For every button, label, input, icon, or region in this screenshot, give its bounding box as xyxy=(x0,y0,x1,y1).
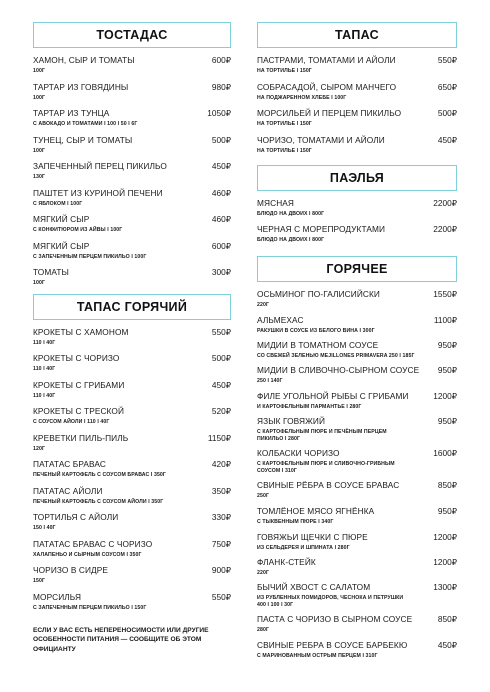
item-name: ПАСТРАМИ, ТОМАТАМИ И АЙОЛИ xyxy=(257,55,396,65)
item-description: НА ТОРТИЛЬЕ I 150Г xyxy=(257,121,312,127)
item-price: 950₽ xyxy=(437,506,457,516)
item-name: МОРСИЛЬЯ xyxy=(33,591,82,602)
menu-item xyxy=(33,108,231,135)
menu-item xyxy=(257,480,457,506)
item-price: 1200₽ xyxy=(433,391,457,401)
item-name: ЗАПЕЧЕННЫЙ ПЕРЕЦ ПИКИЛЬО xyxy=(33,161,167,171)
menu-item xyxy=(33,433,231,460)
item-price: 750₽ xyxy=(211,538,231,549)
item-price: 600₽ xyxy=(211,55,231,65)
item-description-line2: СОУСОМ I 310Г xyxy=(257,468,297,474)
menu-item xyxy=(257,391,457,416)
tostadas-list xyxy=(33,55,231,294)
item-name: ТАРТАР ИЗ ГОВЯДИНЫ xyxy=(33,81,129,92)
item-name: КРОКЕТЫ С ХАМОНОМ xyxy=(33,326,129,337)
item-description: С ЗАПЕЧЕННЫМ ПЕРЦЕМ ПИКИЛЬО I 100Г xyxy=(33,253,147,260)
menu-item xyxy=(33,267,231,294)
item-name: МЯСНАЯ xyxy=(257,198,295,208)
item-price: 550₽ xyxy=(211,591,231,602)
item-description-line2: ПИКИЛЬО I 280Г xyxy=(257,436,301,442)
item-description: 220Г xyxy=(257,302,269,308)
section-title-paella: ПАЭЛЬЯ xyxy=(257,165,457,191)
item-description: 110 I 40Г xyxy=(33,339,56,346)
item-price: 2200₽ xyxy=(433,198,457,208)
item-description: 250Г xyxy=(257,493,269,499)
menu-item xyxy=(33,353,231,380)
item-description: НА ТОРТИЛЬЕ I 150Г xyxy=(257,147,312,154)
menu-item xyxy=(257,506,457,532)
item-name: МЯГКИЙ СЫР xyxy=(33,240,90,251)
item-name: ТОМАТЫ xyxy=(33,267,69,277)
tapas-hot-list xyxy=(33,327,231,616)
menu-item xyxy=(257,198,457,224)
item-description: НА ПОДЖАРЕННОМ ХЛЕБЕ I 100Г xyxy=(257,94,347,101)
item-price: 450₽ xyxy=(211,161,231,171)
menu-item xyxy=(33,188,231,215)
item-price: 900₽ xyxy=(211,565,231,575)
item-description: С АВОКАДО И ТОМАТАМИ I 100 I 50 I 6Г xyxy=(33,121,138,127)
section-title-hot: ГОРЯЧЕЕ xyxy=(257,256,457,282)
menu-item xyxy=(33,565,231,592)
menu-item xyxy=(33,486,231,513)
item-description: ПЕЧЕНЫЙ КАРТОФЕЛЬ С СОУСОМ БРАВАС I 350Г xyxy=(33,472,166,478)
item-name: ПАШТЕТ ИЗ КУРИНОЙ ПЕЧЕНИ xyxy=(33,187,163,198)
item-name: БЫЧИЙ ХВОСТ С САЛАТОМ xyxy=(257,582,371,592)
section-title-tapas: ТАПАС xyxy=(257,22,457,48)
item-price: 1050₽ xyxy=(207,108,231,118)
item-name: ТАРТАР ИЗ ТУНЦА xyxy=(33,108,110,118)
item-price: 500₽ xyxy=(211,134,231,145)
item-description: РАКУШКИ В СОУСЕ ИЗ БЕЛОГО ВИНА I 300Г xyxy=(257,328,375,334)
item-name: АЛЬМЕХАС xyxy=(257,315,304,325)
item-price: 600₽ xyxy=(211,240,231,251)
menu-item xyxy=(33,459,231,486)
menu-item xyxy=(257,582,457,614)
item-price: 650₽ xyxy=(437,81,457,92)
item-name: МЯГКИЙ СЫР xyxy=(33,214,90,224)
item-name: СВИНЫЕ РЕБРА В СОУСЕ БАРБЕКЮ xyxy=(257,640,408,650)
right-column xyxy=(257,22,457,664)
item-description: 280Г xyxy=(257,627,269,633)
menu-item xyxy=(257,315,457,340)
item-description: 110 I 40Г xyxy=(33,366,56,372)
item-description: С КАРТОФЕЛЬНЫМ ПЮРЕ И СЛИВОЧНО-ГРИБНЫМ xyxy=(257,461,395,467)
item-price: 330₽ xyxy=(211,512,231,522)
item-price: 980₽ xyxy=(211,81,231,92)
item-description: ИЗ РУБЛЕННЫХ ПОМИДОРОВ, ЧЕСНОКА И ПЕТРУШКИ xyxy=(257,595,404,601)
menu-item xyxy=(257,82,457,109)
section-title-tapas-hot: ТАПАС ГОРЯЧИЙ xyxy=(33,294,231,320)
menu-item xyxy=(257,224,457,250)
menu-item xyxy=(257,365,457,391)
item-description: 250 I 140Г xyxy=(257,378,283,384)
menu-item xyxy=(33,241,231,268)
item-price: 1100₽ xyxy=(433,315,457,325)
menu-item xyxy=(257,557,457,582)
item-price: 500₽ xyxy=(211,353,231,363)
menu-item xyxy=(33,135,231,162)
menu-item xyxy=(33,214,231,241)
item-name: СОБРАСАДОЙ, СЫРОМ МАНЧЕГО xyxy=(257,81,397,92)
item-price: 460₽ xyxy=(211,214,231,224)
allergy-note: ЕСЛИ У ВАС ЕСТЬ НЕПЕРЕНОСИМОСТИ ИЛИ ДРУГИЕ ОСОБЕННОСТИ ПИТАНИЯ — СООБЩИТЕ ОБ ЭТОМ ОФИЦИАНТУ xyxy=(33,626,209,653)
item-name: ПАТАТАС АЙОЛИ xyxy=(33,485,103,496)
item-description: 100Г xyxy=(33,147,45,154)
item-price: 950₽ xyxy=(437,416,457,426)
item-description: 150Г xyxy=(33,578,45,584)
item-name: ЧОРИЗО, ТОМАТАМИ И АЙОЛИ xyxy=(257,134,385,145)
item-price: 950₽ xyxy=(437,365,457,375)
item-description: С ЯБЛОКОМ I 100Г xyxy=(33,200,83,207)
item-name: КРЕВЕТКИ ПИЛЬ-ПИЛЬ xyxy=(33,432,129,443)
menu-item xyxy=(33,380,231,407)
item-description: С МАРИНОВАННЫМ ОСТРЫМ ПЕРЦЕМ I 310Г xyxy=(257,653,378,659)
item-price: 2200₽ xyxy=(433,224,457,234)
paella-list xyxy=(257,198,457,250)
item-description: ХАЛАПЕНЬО И СЫРНЫМ СОУСОМ I 350Г xyxy=(33,551,142,558)
item-price: 350₽ xyxy=(211,485,231,496)
item-name: КРОКЕТЫ С ГРИБАМИ xyxy=(33,379,125,390)
item-description: С ЗАПЕЧЕННЫМ ПЕРЦЕМ ПИКИЛЬО I 150Г xyxy=(33,604,147,611)
item-name: ПАТАТАС БРАВАС С ЧОРИЗО xyxy=(33,538,153,549)
item-name: ЯЗЫК ГОВЯЖИЙ xyxy=(257,416,326,426)
item-price: 1200₽ xyxy=(433,557,457,567)
item-price: 450₽ xyxy=(437,134,457,145)
item-description: И КАРТОФЕЛЬНЫМ ПАРМАНТЬЕ I 280Г xyxy=(257,404,362,410)
section-title-tostadas: ТОСТАДАС xyxy=(33,22,231,48)
item-name: КРОКЕТЫ С ЧОРИЗО xyxy=(33,353,120,363)
item-price: 300₽ xyxy=(211,267,231,277)
menu-item xyxy=(33,55,231,82)
item-name: ФИЛЕ УГОЛЬНОЙ РЫБЫ С ГРИБАМИ xyxy=(257,391,409,401)
item-description: 100Г xyxy=(33,68,45,74)
item-name: КРОКЕТЫ С ТРЕСКОЙ xyxy=(33,406,125,416)
hot-list xyxy=(257,289,457,664)
menu-item xyxy=(33,406,231,433)
item-price: 550₽ xyxy=(211,326,231,337)
left-column xyxy=(33,22,231,654)
item-name: ТОРТИЛЬЯ С АЙОЛИ xyxy=(33,512,119,522)
item-description: БЛЮДО НА ДВОИХ I 800Г xyxy=(257,237,325,243)
menu-item xyxy=(33,592,231,616)
item-description: БЛЮДО НА ДВОИХ I 800Г xyxy=(257,211,325,217)
menu-item xyxy=(257,416,457,448)
item-name: ХАМОН, СЫР И ТОМАТЫ xyxy=(33,55,135,65)
menu-item xyxy=(257,640,457,664)
item-description-line2: 400 I 100 I 30Г xyxy=(257,602,294,608)
item-description: 130Г xyxy=(33,174,45,180)
item-price: 520₽ xyxy=(211,406,231,416)
item-price: 1300₽ xyxy=(433,582,457,592)
item-description: С КАРТОФЕЛЬНЫМ ПЮРЕ И ПЕЧЁНЫМ ПЕРЦЕМ xyxy=(257,429,387,435)
item-name: МИДИИ В СЛИВОЧНО-СЫРНОМ СОУСЕ xyxy=(257,365,420,375)
item-price: 460₽ xyxy=(211,187,231,198)
menu-item xyxy=(33,327,231,354)
menu-item xyxy=(33,82,231,109)
menu-item xyxy=(257,532,457,557)
item-name: ПАСТА С ЧОРИЗО В СЫРНОМ СОУСЕ xyxy=(257,614,413,624)
tapas-list xyxy=(257,55,457,161)
item-name: ГОВЯЖЬИ ЩЕЧКИ С ПЮРЕ xyxy=(257,532,368,542)
item-name: ЧОРИЗО В СИДРЕ xyxy=(33,565,109,575)
menu-item xyxy=(257,135,457,162)
item-name: МОРСИЛЬЕЙ И ПЕРЦЕМ ПИКИЛЬО xyxy=(257,108,402,118)
item-description: СО СВЕЖЕЙ ЗЕЛЕНЬЮ MEJILLONES PRIMAVERA 250 I 185Г xyxy=(257,353,415,359)
menu-item xyxy=(33,539,231,566)
item-price: 950₽ xyxy=(437,340,457,350)
menu-item xyxy=(257,289,457,315)
item-name: ТОМЛЁНОЕ МЯСО ЯГНЁНКА xyxy=(257,506,375,516)
menu-item xyxy=(257,340,457,365)
item-price: 1200₽ xyxy=(433,532,457,542)
menu-item xyxy=(33,161,231,188)
item-description: 220Г xyxy=(257,570,269,576)
item-name: КОЛБАСКИ ЧОРИЗО xyxy=(257,448,340,458)
item-name: СВИНЫЕ РЁБРА В СОУСЕ БРАВАС xyxy=(257,480,400,490)
item-description: 120Г xyxy=(33,445,45,452)
item-price: 1550₽ xyxy=(433,289,457,299)
item-description: НА ТОРТИЛЬЕ I 150Г xyxy=(257,68,312,74)
item-price: 450₽ xyxy=(211,379,231,390)
menu-item xyxy=(33,512,231,539)
item-price: 500₽ xyxy=(437,108,457,118)
menu-item xyxy=(257,55,457,82)
item-name: ФЛАНК-СТЕЙК xyxy=(257,557,316,567)
menu-item xyxy=(257,108,457,135)
item-name: ЧЕРНАЯ С МОРЕПРОДУКТАМИ xyxy=(257,224,386,234)
menu-item xyxy=(257,448,457,480)
item-price: 1150₽ xyxy=(207,432,231,443)
item-description: 150 I 40Г xyxy=(33,525,56,531)
item-price: 1600₽ xyxy=(433,448,457,458)
item-name: ОСЬМИНОГ ПО-ГАЛИСИЙСКИ xyxy=(257,289,380,299)
item-description: 110 I 40Г xyxy=(33,392,56,399)
item-description: С СОУСОМ АЙОЛИ I 110 I 40Г xyxy=(33,419,110,425)
item-price: 550₽ xyxy=(437,55,457,65)
item-description: 100Г xyxy=(33,94,45,101)
item-description: 100Г xyxy=(33,280,45,286)
item-name: ТУНЕЦ, СЫР И ТОМАТЫ xyxy=(33,134,133,145)
item-price: 450₽ xyxy=(437,640,457,650)
item-description: С КОНФИТЮРОМ ИЗ АЙВЫ I 100Г xyxy=(33,227,123,233)
item-price: 420₽ xyxy=(211,459,231,469)
item-price: 850₽ xyxy=(437,480,457,490)
item-description: С ТЫКВЕННЫМ ПЮРЕ I 340Г xyxy=(257,519,334,525)
item-price: 850₽ xyxy=(437,614,457,624)
item-description: ПЕЧЕНЫЙ КАРТОФЕЛЬ С СОУСОМ АЙОЛИ I 350Г xyxy=(33,498,164,505)
item-description: ИЗ СЕЛЬДЕРЕЯ И ШПИНАТА I 280Г xyxy=(257,545,350,551)
item-name: ПАТАТАС БРАВАС xyxy=(33,459,106,469)
item-name: МИДИИ В ТОМАТНОМ СОУСЕ xyxy=(257,340,379,350)
menu-item xyxy=(257,614,457,640)
